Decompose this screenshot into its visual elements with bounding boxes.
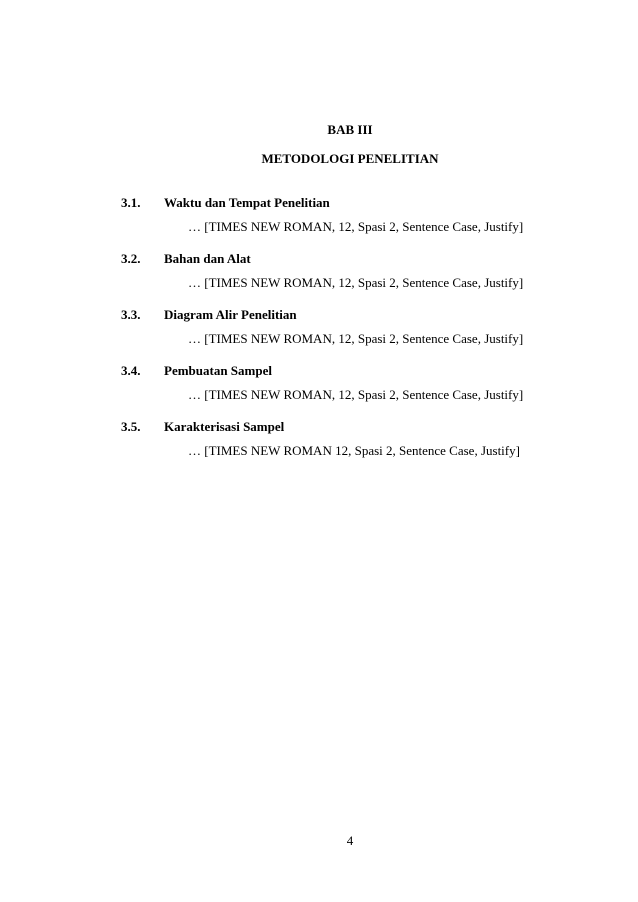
section-body: … [TIMES NEW ROMAN, 12, Spasi 2, Sentence Case, Justify] (188, 275, 524, 290)
chapter-title: METODOLOGI PENELITIAN (261, 151, 439, 166)
page-number: 4 (346, 833, 354, 848)
section-title: Karakterisasi Sampel (164, 419, 285, 434)
section-title: Waktu dan Tempat Penelitian (164, 195, 330, 210)
section-title: Pembuatan Sampel (164, 363, 272, 378)
section-body: … [TIMES NEW ROMAN, 12, Spasi 2, Sentence Case, Justify] (188, 219, 524, 234)
section-body: … [TIMES NEW ROMAN, 12, Spasi 2, Sentence Case, Justify] (188, 387, 524, 402)
section-number: 3.5. (121, 419, 141, 434)
section-number: 3.4. (121, 363, 141, 378)
section-number: 3.1. (121, 195, 141, 210)
section-title: Bahan dan Alat (164, 251, 251, 266)
section-title: Diagram Alir Penelitian (164, 307, 297, 322)
section-number: 3.3. (121, 307, 141, 322)
chapter-label: BAB III (327, 122, 373, 137)
section-body: … [TIMES NEW ROMAN, 12, Spasi 2, Sentence Case, Justify] (188, 331, 524, 346)
section-number: 3.2. (121, 251, 141, 266)
section-body: … [TIMES NEW ROMAN 12, Spasi 2, Sentence Case, Justify] (188, 443, 520, 458)
